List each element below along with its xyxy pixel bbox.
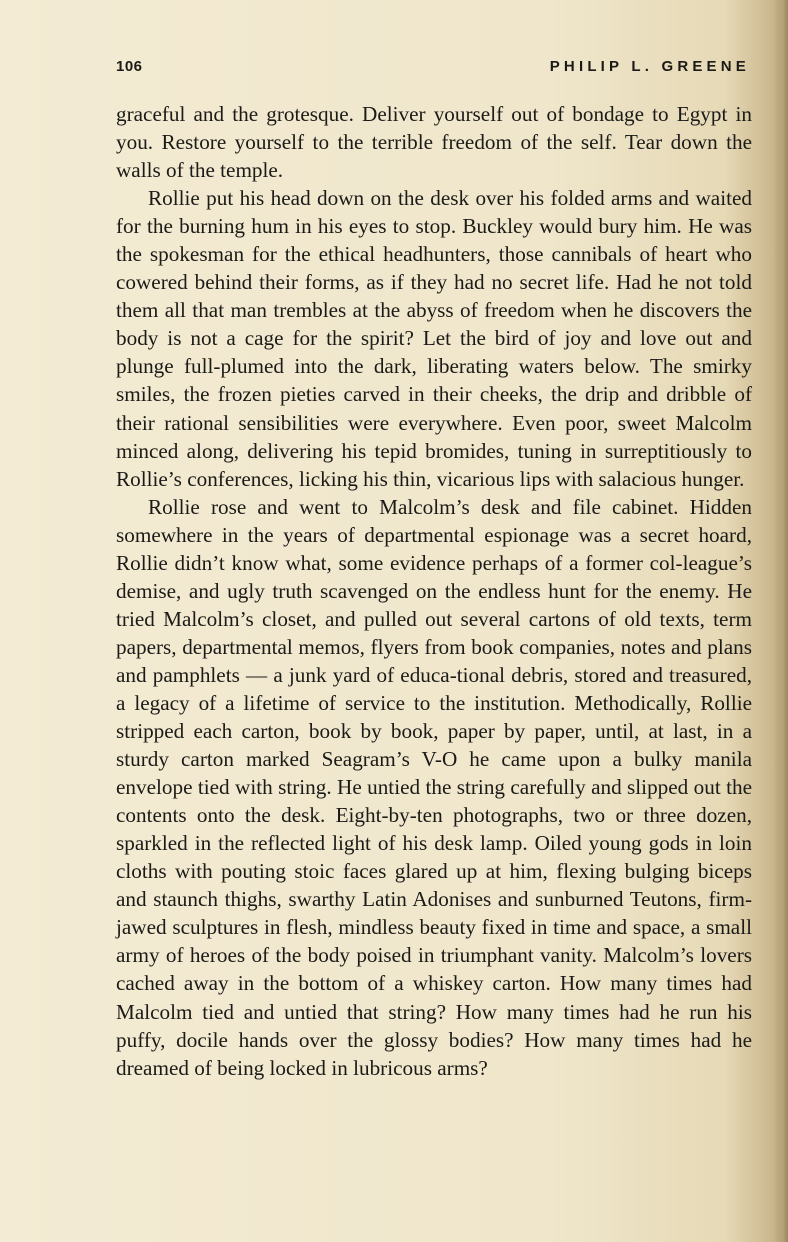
paragraph: Rollie put his head down on the desk over his folded arms and waited for the burning hum in his eyes to stop. Buckley would bury him. He was the spokesman for the ethical headhunters, those cannibals of heart who cowered behind their forms, as if they had no secret life. Had he not told them all that man trembles at the abyss of freedom when he discovers the body is not a cage for the spirit? Let the bird of joy and love out and plunge full-plumed into the dark, liberating waters below. The smirky smiles, the frozen pieties carved in their cheeks, the drip and dribble of their rational sensibilities were everywhere. Even poor, sweet Malcolm minced along, delivering his tepid bromides, tuning in surreptitiously to Rollie’s conferences, licking his thin, vicarious lips with salacious hunger. — [116, 186, 752, 491]
page-number: 106 — [116, 58, 143, 75]
running-head: PHILIP L. GREENE — [549, 58, 750, 75]
paragraph-continued: graceful and the grotesque. Deliver yourself out of bondage to Egypt in you. Restore yourself to the terrible freedom of the self. Tear down the walls of the temple. — [116, 102, 752, 183]
page-header — [116, 58, 750, 78]
page-edge-shadow — [774, 0, 788, 1242]
paragraph: Rollie rose and went to Malcolm’s desk and file cabinet. Hidden somewhere in the years of departmental espionage was a secret hoard, Rollie didn’t know what, some evidence perhaps of a former col-league’s demise, and ugly truth scavenged on the endless hunt for the enemy. He tried Malcolm’s closet, and pulled out several cartons of old texts, term papers, departmental memos, flyers from book companies, notes and plans and pamphlets — a junk yard of educa-tional debris, stored and treasured, a legacy of a lifetime of service to the institution. Methodically, Rollie stripped each carton, book by book, paper by paper, until, at last, in a sturdy carton marked Seagram’s V-O he came upon a bulky manila envelope tied with string. He untied the string carefully and slipped out the contents onto the desk. Eight-by-ten photographs, two or three dozen, sparkled in the reflected light of his desk lamp. Oiled young gods in loin cloths with pouting stoic faces glared up at him, flexing bulging biceps and staunch thighs, swarthy Latin Adonises and sunburned Teutons, firm-jawed sculptures in flesh, mindless beauty fixed in time and space, a small army of heroes of the body poised in triumphant vanity. Malcolm’s lovers cached away in the bottom of a whiskey carton. How many times had Malcolm tied and untied that string? How many times had he run his puffy, docile hands over the glossy bodies? How many times had he dreamed of being locked in lubricous arms? — [116, 494, 752, 1080]
body-text — [116, 100, 752, 1082]
